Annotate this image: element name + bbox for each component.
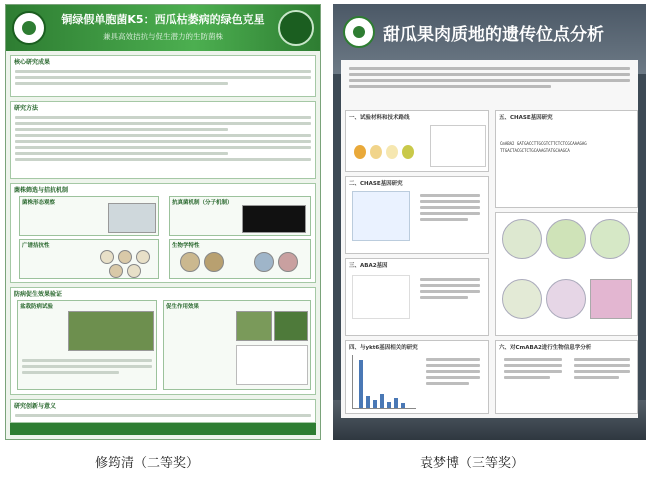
box-pot-trial: [17, 300, 157, 390]
box-heading: 广谱拮抗性: [22, 243, 50, 249]
right-poster-caption: 袁梦博（三等奖）: [420, 456, 525, 471]
university-logo-icon: [12, 11, 46, 45]
right-poster-body: [341, 60, 638, 418]
plant-photo: [274, 311, 308, 341]
section-heading: 五、CHASE基因研究: [499, 115, 553, 121]
section-heading: 四、与ykt6基因相关的研究: [349, 345, 418, 351]
gel-image: [242, 205, 306, 233]
right-poster: [333, 4, 646, 440]
abstract-text: [345, 64, 634, 106]
section-heading: 菌株筛选与拮抗机制: [14, 187, 69, 194]
box-broad-spectrum: [19, 239, 159, 279]
section-chase-2: [495, 110, 638, 208]
plant-photo: [236, 311, 272, 341]
left-poster-subtitle: 兼具高效拮抗与促生潜力的生防菌株: [103, 32, 223, 41]
left-poster-header: [6, 5, 320, 51]
section-innovation: [10, 399, 316, 423]
section-bioinformatics: [495, 340, 638, 414]
section-materials: [345, 110, 489, 172]
molecule-diagram: [352, 275, 410, 319]
box-biochem: [169, 239, 311, 279]
section-field-trial: [10, 287, 316, 395]
section-heading: 六、对CmABA2进行生物信息学分析: [499, 345, 592, 351]
protein-diagram: [352, 191, 410, 241]
left-poster-footer: [10, 423, 316, 435]
section-core-results: [10, 55, 316, 97]
section-chase: [345, 176, 489, 254]
left-poster: [5, 4, 321, 440]
section-ykt6: [345, 340, 489, 414]
right-poster-title: 甜瓜果肉质地的遗传位点分析: [383, 25, 604, 45]
box-heading: 抗真菌机制（分子机制）: [172, 200, 233, 206]
section-heading: 研究创新与意义: [14, 403, 57, 410]
section-heading: 核心研究成果: [14, 59, 51, 66]
micrograph-image: [108, 203, 156, 233]
dna-sequence-1: CmABA2 GATGACCTTGCGTCTTCTCTCGCAAAGAG: [500, 141, 587, 146]
section-heading: 一、试验材料和技术路线: [349, 115, 410, 121]
box-growth-promotion: [163, 300, 311, 390]
box-heading: 促生作用效果: [166, 304, 200, 310]
box-mechanism: [169, 196, 311, 236]
left-poster-title: 铜绿假单胞菌K5：西瓜枯萎病的绿色克星: [61, 13, 265, 26]
section-screening: [10, 183, 316, 283]
plant-photo: [68, 311, 154, 351]
university-logo-icon: [343, 16, 375, 48]
section-heading: 研究方法: [14, 105, 39, 112]
box-heading: 盆栽防病试验: [20, 304, 54, 310]
plant-seal-icon: [278, 10, 314, 46]
bar-chart-image: [352, 355, 416, 409]
left-poster-caption: 修筠清（二等奖）: [95, 456, 200, 471]
box-heading: 菌株形态观察: [22, 200, 56, 206]
section-heading: 三、ABA2基因: [349, 263, 388, 269]
tech-route-diagram: [430, 125, 486, 167]
section-heading: 防病促生效果验证: [14, 291, 63, 298]
box-heading: 生物学特性: [172, 243, 200, 249]
dna-sequence-2: TTGACTACGCTCTGCAAAGTATGCAAGCA: [500, 148, 570, 153]
section-heading: 二、CHASE基因研究: [349, 181, 403, 187]
section-aba2: [345, 258, 489, 336]
section-methods: [10, 101, 316, 179]
box-morphology: [19, 196, 159, 236]
section-plates: [495, 212, 638, 336]
bar-chart-image: [236, 345, 308, 385]
